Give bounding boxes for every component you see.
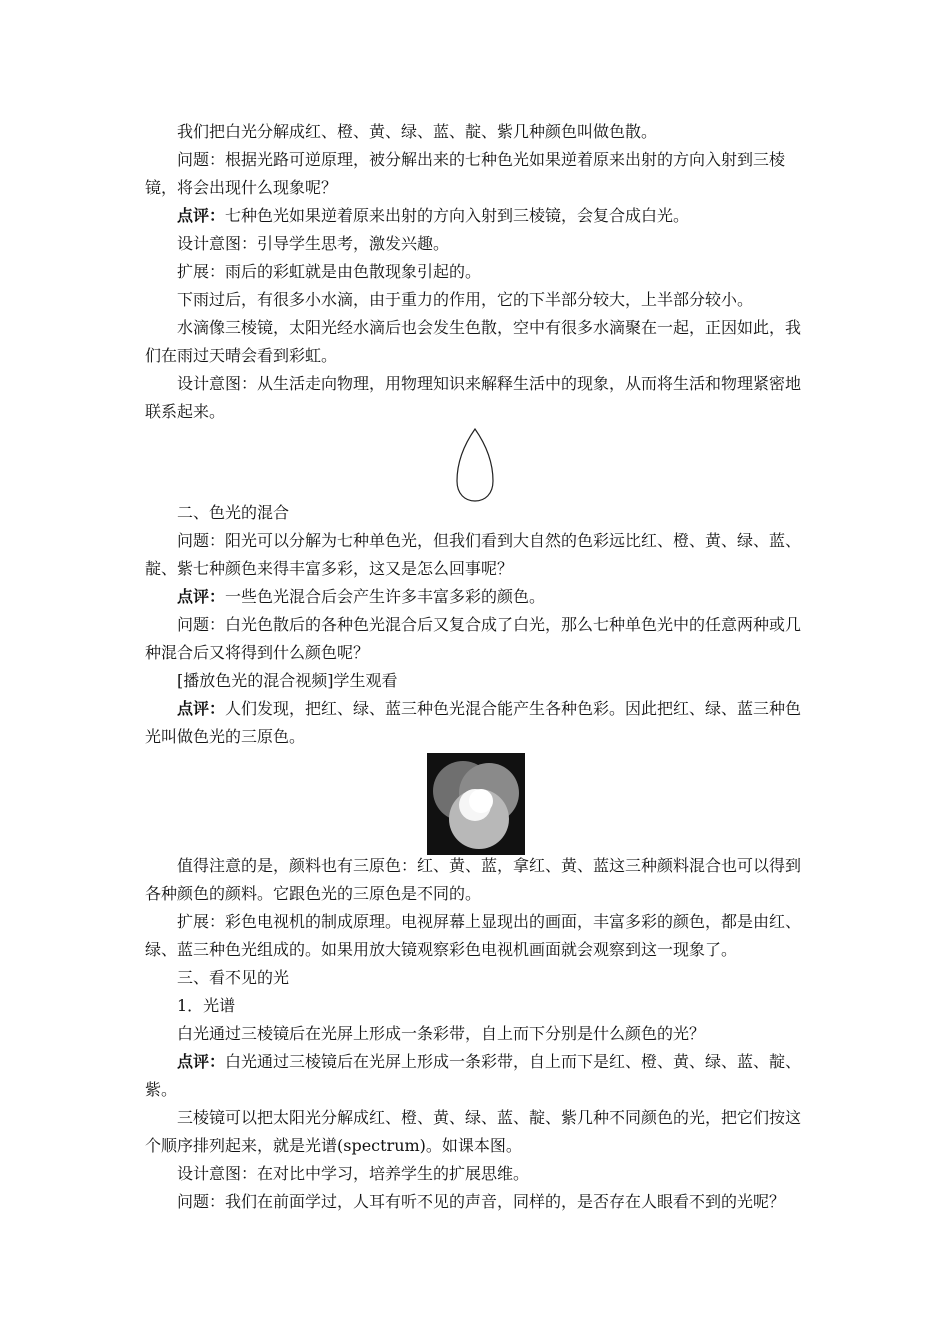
light-mixing-photo [427,753,525,855]
paragraph: 问题：根据光路可逆原理，被分解出来的七种色光如果逆着原来出射的方向入射到三棱镜，将会出现什么现象呢？ [145,150,786,197]
section-heading: 三、看不见的光 [177,968,290,987]
paragraph: 问题：白光色散后的各种色光混合后又复合成了白光，那么七种单色光中的任意两种或几种混合后又将得到什么颜色呢？ [145,615,802,662]
paragraph: 点评：七种色光如果逆着原来出射的方向入射到三棱镜，会复合成白光。 [177,206,690,225]
paragraph: 扩展：雨后的彩虹就是由色散现象引起的。 [177,262,482,281]
section-heading: 二、色光的混合 [177,503,290,522]
water-drop-figure [455,427,495,503]
paragraph: 问题：阳光可以分解为七种单色光，但我们看到大自然的色彩远比红、橙、黄、绿、蓝、靛、紫七种颜色来得丰富多彩，这又是怎么回事呢？ [145,531,802,578]
paragraph: 设计意图：从生活走向物理，用物理知识来解释生活中的现象，从而将生活和物理紧密地联系起来。 [145,374,802,421]
paragraph: 三棱镜可以把太阳光分解成红、橙、黄、绿、蓝、靛、紫几种不同颜色的光，把它们按这个顺序排列起来，就是光谱(spectrum)。如课本图。 [145,1108,802,1155]
comment-label: 点评： [177,206,226,225]
paragraph: [播放色光的混合视频]学生观看 [177,671,398,690]
paragraph: 水滴像三棱镜，太阳光经水滴后也会发生色散，空中有很多水滴聚在一起，正因如此，我们在雨过天晴会看到彩虹。 [145,318,802,365]
subsection-heading: 1．光谱 [177,996,236,1015]
paragraph: 白光通过三棱镜后在光屏上形成一条彩带，自上而下分别是什么颜色的光？ [177,1024,706,1043]
comment-label: 点评： [177,1052,226,1071]
paragraph: 下雨过后，有很多小水滴，由于重力的作用，它的下半部分较大，上半部分较小。 [177,290,754,309]
paragraph: 问题：我们在前面学过，人耳有听不见的声音，同样的，是否存在人眼看不到的光呢？ [177,1192,786,1211]
paragraph: 扩展：彩色电视机的制成原理。电视屏幕上显现出的画面，丰富多彩的颜色，都是由红、绿、蓝三种色光组成的。如果用放大镜观察彩色电视机画面就会观察到这一现象了。 [145,912,802,959]
paragraph: 值得注意的是，颜料也有三原色：红、黄、蓝，拿红、黄、蓝这三种颜料混合也可以得到各种颜色的颜料。它跟色光的三原色是不同的。 [145,856,802,903]
paragraph: 点评：人们发现，把红、绿、蓝三种色光混合能产生各种色彩。因此把红、绿、蓝三种色光叫做色光的三原色。 [145,699,802,746]
paragraph: 设计意图：在对比中学习，培养学生的扩展思维。 [177,1164,530,1183]
paragraph: 设计意图：引导学生思考，激发兴趣。 [177,234,450,253]
paragraph: 我们把白光分解成红、橙、黄、绿、蓝、靛、紫几种颜色叫做色散。 [177,122,658,141]
comment-label: 点评： [177,699,226,718]
comment-label: 点评： [177,587,226,606]
paragraph: 点评：一些色光混合后会产生许多丰富多彩的颜色。 [177,587,546,606]
paragraph: 点评：白光通过三棱镜后在光屏上形成一条彩带，自上而下是红、橙、黄、绿、蓝、靛、紫。 [145,1052,802,1099]
